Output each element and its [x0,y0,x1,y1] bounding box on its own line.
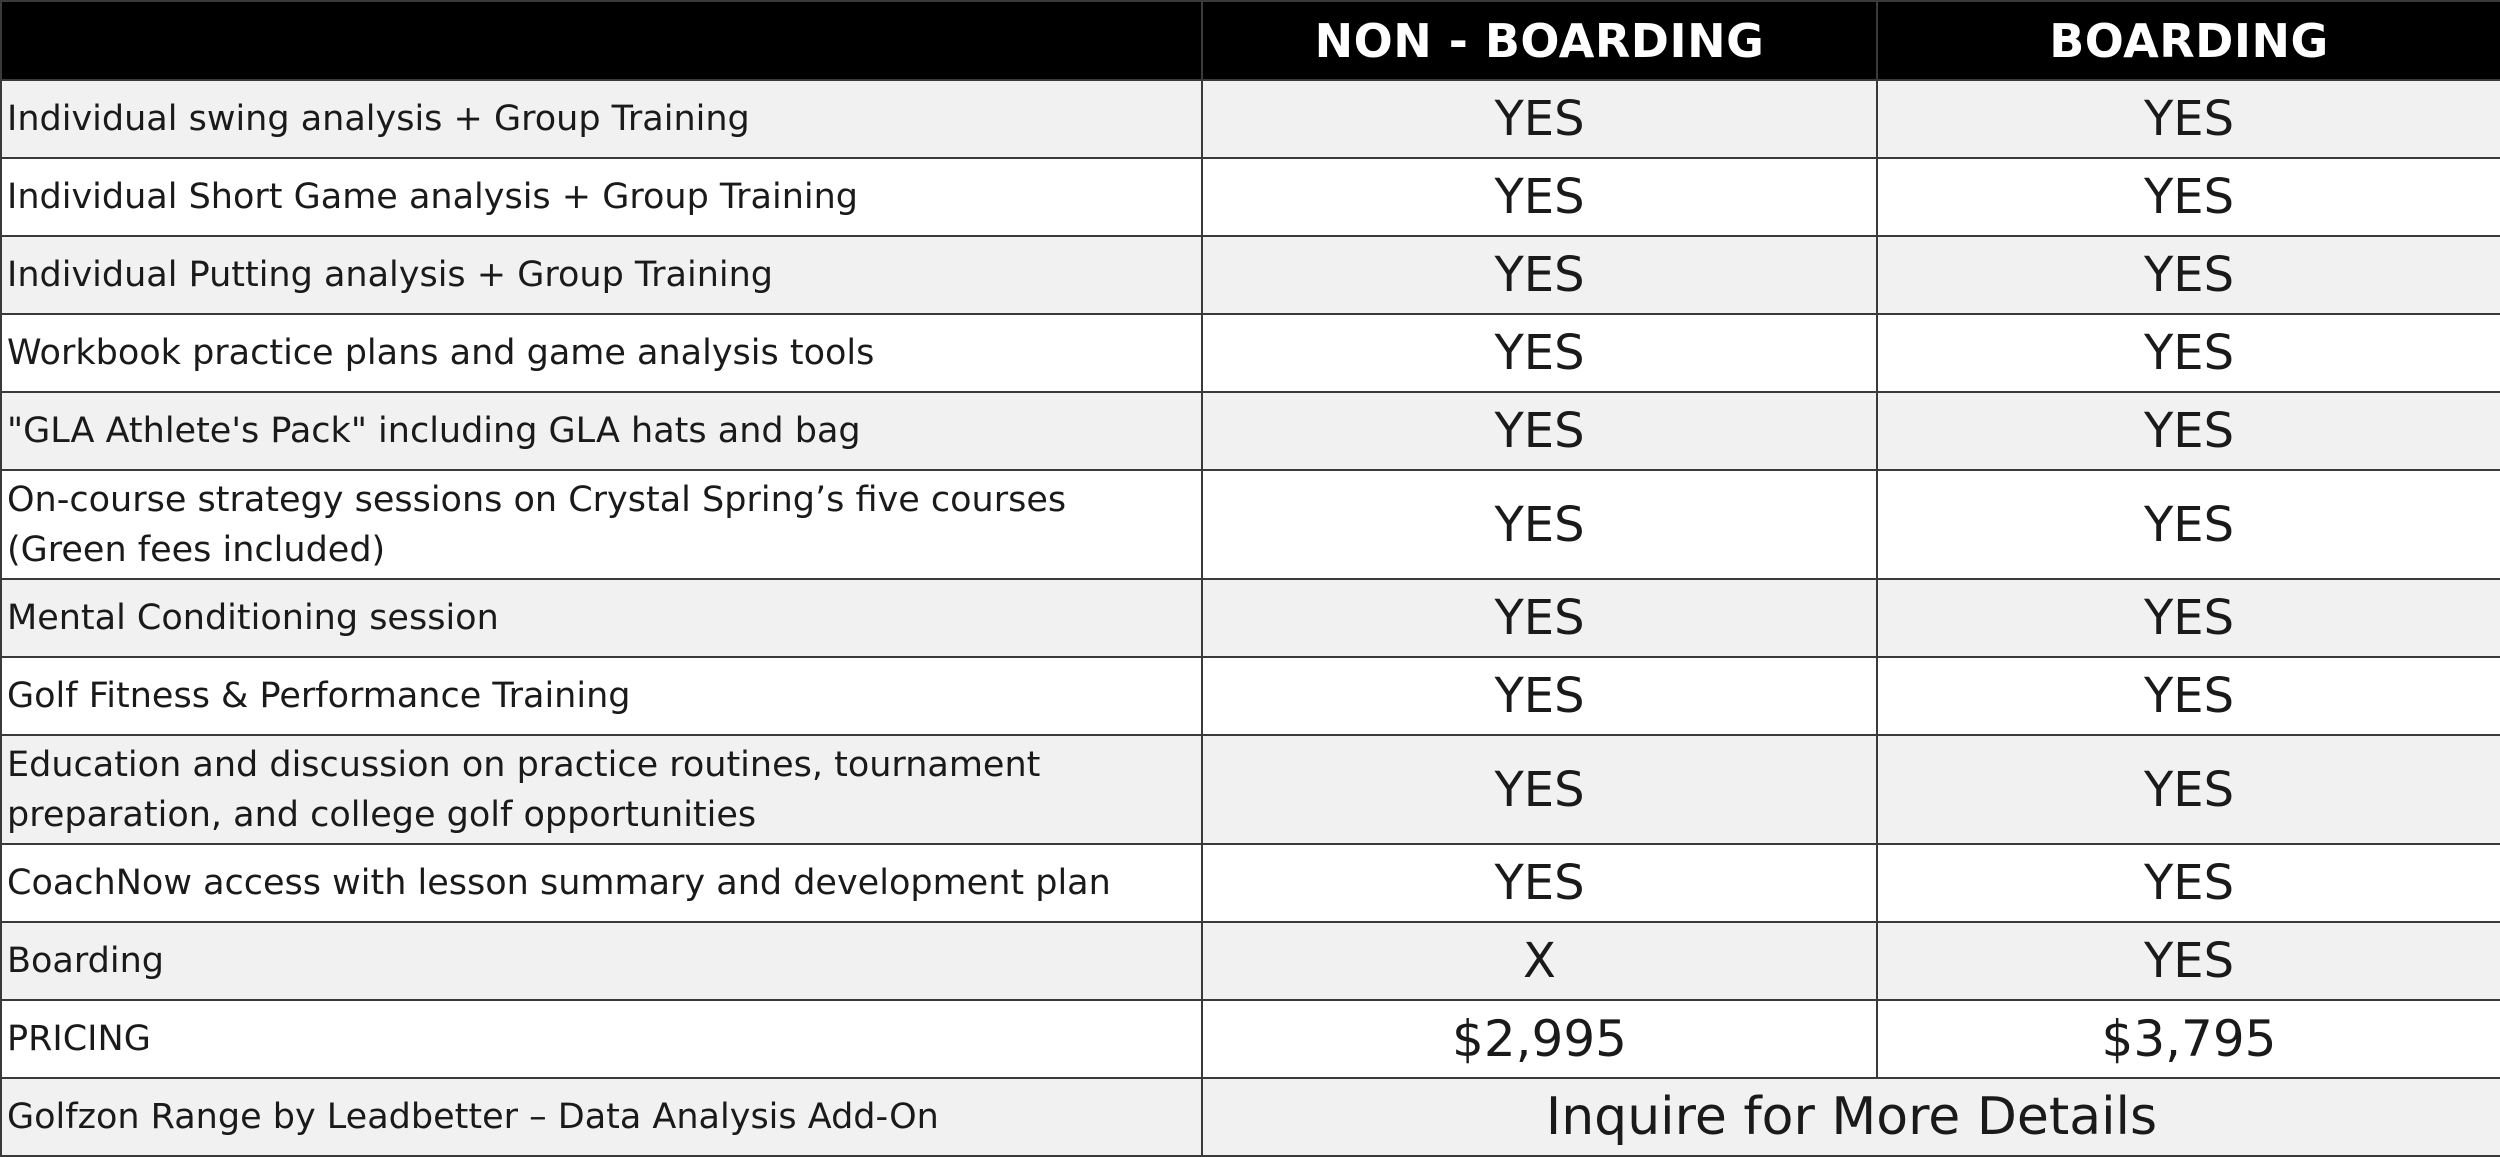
feature-cell [1,922,1202,1000]
feature-text: Education and discussion on practice routines, tournament [7,744,1041,785]
non-boarding-value-cell: YES [1202,844,1877,922]
feature-text: PRICING [7,1019,151,1059]
feature-cell [1,314,1202,392]
boarding-value-cell: YES [1877,158,2500,236]
non-boarding-column-header: NON - BOARDING [1202,1,1877,80]
table-header [1,1,2500,80]
non-boarding-value-cell: YES [1202,470,1877,579]
feature-cell [1,470,1202,579]
feature-cell [1,735,1202,844]
feature-cell [1,657,1202,735]
feature-text: Mental Conditioning session [7,598,499,638]
boarding-value-cell: YES [1877,735,2500,844]
non-boarding-value-cell: YES [1202,579,1877,657]
table-row [1,470,2500,579]
boarding-column-header: BOARDING [1877,1,2500,80]
non-boarding-value-cell: YES [1202,314,1877,392]
table-row [1,392,2500,470]
boarding-value-cell: YES [1877,844,2500,922]
feature-cell [1,844,1202,922]
table-row [1,236,2500,314]
table-row [1,922,2500,1000]
table-row [1,80,2500,158]
boarding-value-cell: YES [1877,392,2500,470]
table-row [1,1000,2500,1078]
table-row [1,314,2500,392]
non-boarding-price-cell: $2,995 [1202,1000,1877,1078]
feature-text: On-course strategy sessions on Crystal Spring’s five courses [7,479,1067,520]
non-boarding-value-cell: YES [1202,158,1877,236]
feature-cell [1,158,1202,236]
boarding-price-cell: $3,795 [1877,1000,2500,1078]
table-row [1,657,2500,735]
feature-cell [1,1078,1202,1156]
table-row [1,844,2500,922]
inquire-cell: Inquire for More Details [1202,1078,2500,1156]
feature-text: Workbook practice plans and game analysis tools [7,333,875,373]
table-row [1,158,2500,236]
feature-text: Individual Putting analysis + Group Training [7,255,774,295]
table-row [1,579,2500,657]
table-row [1,1078,2500,1156]
feature-cell [1,236,1202,314]
non-boarding-value-cell: YES [1202,236,1877,314]
feature-text: "GLA Athlete's Pack" including GLA hats and bag [7,411,861,451]
feature-text: Golf Fitness & Performance Training [7,676,631,716]
boarding-value-cell: YES [1877,657,2500,735]
feature-cell [1,392,1202,470]
non-boarding-value-cell: YES [1202,657,1877,735]
feature-cell [1,80,1202,158]
table-row [1,735,2500,844]
feature-text: (Green fees included) [7,529,386,570]
feature-text: Golfzon Range by Leadbetter – Data Analysis Add-On [7,1097,939,1137]
feature-text: Individual swing analysis + Group Training [7,99,750,139]
non-boarding-value-cell: YES [1202,392,1877,470]
feature-text: Individual Short Game analysis + Group Training [7,177,859,217]
feature-column-header [1,1,1202,80]
boarding-value-cell: YES [1877,236,2500,314]
feature-text: preparation, and college golf opportunities [7,794,757,835]
header-row [1,1,2500,80]
boarding-value-cell: YES [1877,922,2500,1000]
non-boarding-value-cell: X [1202,922,1877,1000]
feature-text: Boarding [7,941,164,981]
feature-cell [1,1000,1202,1078]
boarding-value-cell: YES [1877,314,2500,392]
non-boarding-value-cell: YES [1202,735,1877,844]
feature-text: CoachNow access with lesson summary and development plan [7,863,1111,903]
feature-cell [1,579,1202,657]
boarding-value-cell: YES [1877,80,2500,158]
boarding-value-cell: YES [1877,579,2500,657]
non-boarding-value-cell: YES [1202,80,1877,158]
boarding-value-cell: YES [1877,470,2500,579]
table-body [1,80,2500,1156]
